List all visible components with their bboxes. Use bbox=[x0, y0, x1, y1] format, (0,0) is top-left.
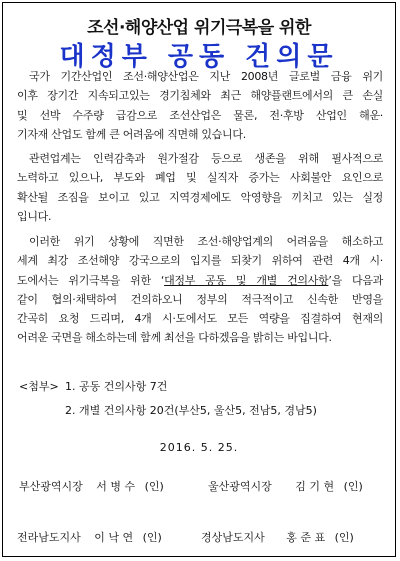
paragraph-1 bbox=[17, 67, 383, 144]
paragraph-2-line: 노력하고 있으나, 부도와 폐업 및 실직자 증가는 사회불안 요인으로 bbox=[17, 171, 383, 185]
signature-title: 부산광역시장 bbox=[19, 480, 83, 493]
signature-title: 울산광역시장 bbox=[208, 480, 272, 493]
document-frame bbox=[2, 2, 396, 557]
paragraph-2-line: 확산될 조짐을 보이고 있고 지역경제에도 악영향을 끼치고 있는 실정 bbox=[17, 190, 383, 204]
paragraph-2-line: 관련업계는 인력감축과 원가절감 등으로 생존을 위해 필사적으로 bbox=[29, 152, 383, 165]
paragraph-1-line: 이후 장기간 지속되고있는 경기침체와 최근 해양플랜트에서의 큰 손실 bbox=[17, 89, 383, 103]
attachment-item-2: 2. 개별 건의사항 20건(부산5, 울산5, 전남5, 경남5) bbox=[65, 404, 317, 417]
paragraph-3-line: 간곡히 요청 드리며, 4개 시·도에서도 모든 역량을 집결하여 현재의 bbox=[17, 312, 383, 326]
paragraph-3 bbox=[17, 232, 383, 348]
signature-title: 전라남도지사 bbox=[17, 531, 81, 544]
paragraph-1-line: 기자재 산업도 함께 큰 어려움에 직면해 있습니다. bbox=[17, 127, 246, 141]
paragraph-1-line: 및 선박 수주량 급감으로 조선산업은 물론, 전·후방 산업인 해운· bbox=[17, 108, 383, 122]
document-date: 2016. 5. 25. bbox=[159, 441, 239, 454]
paragraph-2 bbox=[17, 149, 383, 226]
signature-name: 이 낙 연 bbox=[94, 531, 134, 544]
signature-gyeongnam bbox=[201, 529, 354, 545]
document-title: 대정부 공동 건의문 bbox=[59, 42, 339, 72]
signature-name: 서 병 수 bbox=[96, 480, 136, 493]
paragraph-3-line bbox=[17, 271, 383, 290]
paragraph-3-line: 어려운 국면을 해소하는데 함께 최선을 다하겠음을 밝히는 바입니다. bbox=[17, 331, 332, 345]
signature-name: 홍 준 표 bbox=[286, 531, 326, 544]
underlined-proposal-text: 대정부 공동 및 개별 건의사항 bbox=[164, 273, 329, 287]
signature-seal: (인) bbox=[144, 480, 164, 493]
line3-post: ’을 다음과 bbox=[328, 273, 384, 287]
paragraph-3-line: 이러한 위기 상황에 직면한 조선·해양업계의 어려움을 해소하고 bbox=[29, 235, 383, 248]
paragraph-2-line: 입니다. bbox=[17, 209, 52, 223]
attachment-label: <첨부> bbox=[19, 380, 59, 393]
title-line-1: 조선·해양산업 위기극복을 위한 bbox=[87, 18, 311, 38]
signature-busan bbox=[19, 478, 164, 494]
signature-name: 김 기 현 bbox=[295, 480, 335, 493]
signature-ulsan bbox=[208, 478, 363, 494]
signature-seal: (인) bbox=[142, 531, 162, 544]
line3-pre: 도에서는 위기극복을 위한 ‘ bbox=[17, 273, 165, 287]
paragraph-3-line: 같이 협의·채택하여 건의하오니 정부의 적극적이고 신속한 반영을 bbox=[17, 292, 383, 306]
signature-seal: (인) bbox=[343, 480, 363, 493]
attachment-item-1: 1. 공동 건의사항 7건 bbox=[65, 380, 168, 393]
signature-jeonnam bbox=[17, 529, 162, 545]
signature-title: 경상남도지사 bbox=[201, 531, 265, 544]
signature-seal: (인) bbox=[334, 531, 354, 544]
paragraph-3-line: 세계 최강 조선해양 강국으로의 입지를 되찾기 위하여 관련 4개 시· bbox=[17, 254, 383, 268]
paragraph-1-line: 국가 기간산업인 조선·해양산업은 지난 2008년 글로벌 금융 위기 bbox=[29, 70, 383, 83]
